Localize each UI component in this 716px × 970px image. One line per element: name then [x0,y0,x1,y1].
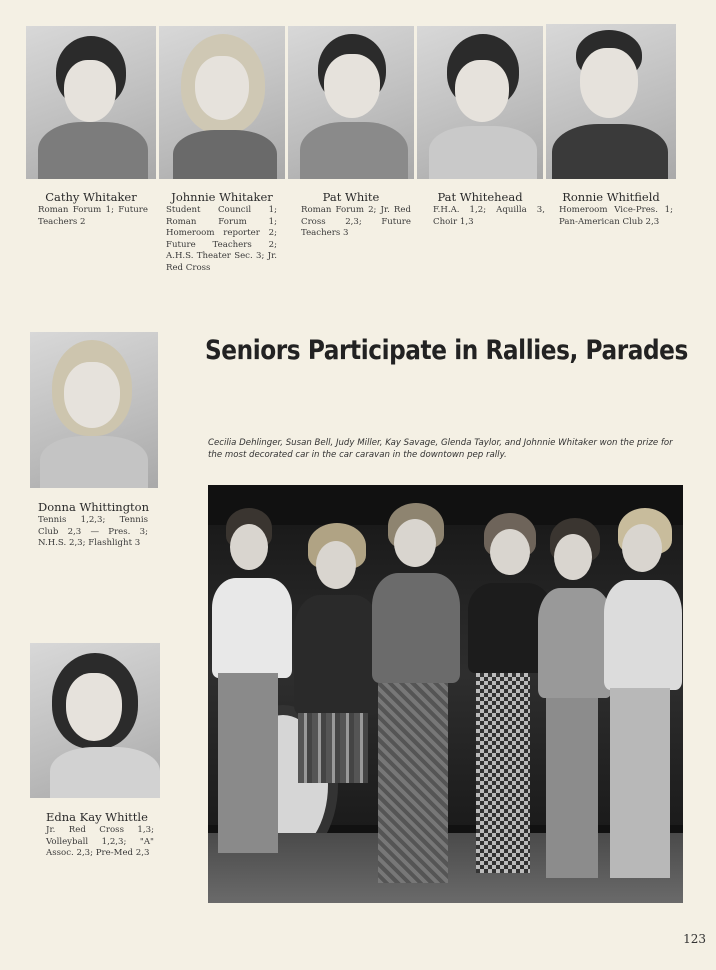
person-5 [538,518,612,903]
portrait-pat-white [288,26,414,179]
student-activities: Roman Forum 2; Jr. Red Cross 2,3; Future Teachers 3 [301,205,411,238]
page-number: 123 [683,932,706,946]
student-name: Pat White [322,190,380,204]
page-headline: Seniors Participate in Rallies, Parades [205,335,688,366]
portrait-donna-whittington [30,332,158,488]
person-1 [212,508,292,903]
student-name: Edna Kay Whittle [46,810,148,824]
student-name: Cathy Whitaker [45,190,137,204]
student-name: Pat Whitehead [437,190,523,204]
student-activities: Tennis 1,2,3; Tennis Club 2,3 — Pres. 3; N.H.S. 2,3; Flashlight 3 [38,515,148,548]
portrait-edna-kay-whittle [30,643,160,798]
group-photo [208,485,683,903]
person-6 [604,508,682,903]
student-activities: Roman Forum 1; Future Teachers 2 [38,205,148,227]
student-activities: Jr. Red Cross 1,3; Volleyball 1,2,3; "A" Assoc. 2,3; Pre-Med 2,3 [46,825,154,858]
student-activities: Homeroom Vice-Pres. 1; Pan-American Club 2,3 [559,205,673,227]
portrait-cathy-whitaker [26,26,156,179]
portrait-johnnie-whitaker [159,26,285,179]
student-activities: Student Council 1; Roman Forum 1; Homeroom reporter 2; Future Teachers 2; A.H.S. Theater Sec. 3; Jr. Red Cross [166,205,277,273]
student-name: Ronnie Whitfield [562,190,660,204]
portrait-pat-whitehead [417,26,543,179]
photo-caption: Cecilia Dehlinger, Susan Bell, Judy Miller, Kay Savage, Glenda Taylor, and Johnnie Whitaker won the prize for the most decorated car in the car caravan in the downtown pep rally. [208,438,673,460]
portrait-ronnie-whitfield [546,24,676,179]
person-3 [368,503,464,903]
student-activities: F.H.A. 1,2; Aquilla 3, Choir 1,3 [433,205,545,227]
student-name: Johnnie Whitaker [171,190,273,204]
student-name: Donna Whittington [38,500,150,514]
